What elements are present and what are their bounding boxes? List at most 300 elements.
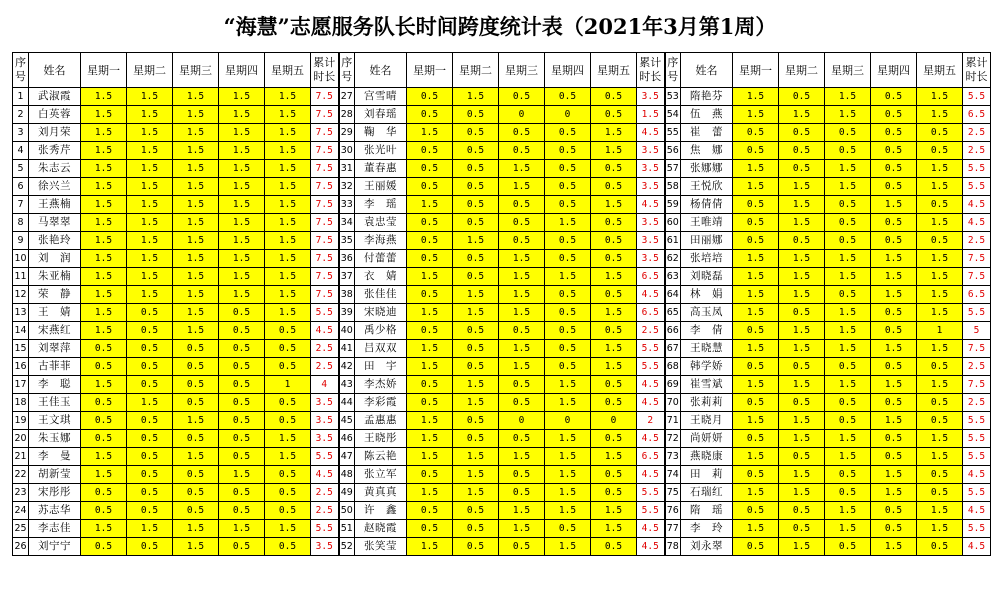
record-day-hours: 1.5 [81,214,127,232]
record-total-hours: 7.5 [963,376,991,394]
record-name: 张艳玲 [29,232,81,250]
record-name: 李志佳 [29,520,81,538]
table-row [13,466,991,484]
record-day-hours: 1.5 [733,448,779,466]
header-index-part: 序 [15,56,26,69]
header-day: 星期四 [871,53,917,88]
record-day-hours: 0 [499,412,545,430]
record-name: 王佳玉 [29,394,81,412]
record-number: 50 [339,502,355,520]
record-day-hours: 1.5 [499,358,545,376]
record-day-hours: 0.5 [265,502,311,520]
record-day-hours: 0.5 [407,214,453,232]
record-day-hours: 1.5 [453,484,499,502]
record-number: 28 [339,106,355,124]
record-total-hours: 4.5 [637,430,665,448]
record-number: 6 [13,178,29,196]
record-name: 王文琪 [29,412,81,430]
record-day-hours: 0.5 [733,502,779,520]
header-index-part: 号 [341,70,353,83]
record-day-hours: 0.5 [871,430,917,448]
table-row [13,448,991,466]
header-name: 姓名 [355,53,407,88]
record-day-hours: 1.5 [825,430,871,448]
record-name: 宋晓迪 [355,304,407,322]
record-day-hours: 1.5 [779,340,825,358]
record-day-hours: 1.5 [265,196,311,214]
header-total-part: 累计 [965,56,988,69]
record-day-hours: 1.5 [779,268,825,286]
record-day-hours: 0.5 [407,286,453,304]
record-day-hours: 1.5 [591,520,637,538]
record-day-hours: 0 [545,106,591,124]
record-total-hours: 5.5 [963,88,991,106]
header-day: 星期五 [917,53,963,88]
record-day-hours: 1.5 [173,286,219,304]
record-number: 15 [13,340,29,358]
record-total-hours: 6.5 [637,268,665,286]
record-day-hours: 1.5 [407,448,453,466]
record-day-hours: 1.5 [917,430,963,448]
record-day-hours: 1.5 [219,232,265,250]
record-name: 马翠翠 [29,214,81,232]
record-day-hours: 0.5 [871,322,917,340]
record-day-hours: 0.5 [499,322,545,340]
table-row [13,484,991,502]
statistics-table [12,52,991,556]
record-day-hours: 1.5 [591,142,637,160]
record-name: 陈云艳 [355,448,407,466]
record-day-hours: 1.5 [871,466,917,484]
record-total-hours: 4.5 [637,520,665,538]
record-day-hours: 1.5 [219,124,265,142]
record-day-hours: 0.5 [407,232,453,250]
record-day-hours: 1.5 [265,106,311,124]
record-day-hours: 1.5 [545,484,591,502]
record-number: 61 [665,232,681,250]
record-total-hours: 7.5 [311,106,339,124]
record-name: 隋 瑶 [681,502,733,520]
record-day-hours: 0.5 [917,232,963,250]
record-day-hours: 0.5 [733,232,779,250]
record-number: 2 [13,106,29,124]
record-day-hours: 1.5 [81,232,127,250]
record-number: 52 [339,538,355,556]
record-day-hours: 1.5 [591,124,637,142]
record-day-hours: 1.5 [779,250,825,268]
record-day-hours: 0.5 [219,502,265,520]
record-total-hours: 2.5 [637,322,665,340]
record-total-hours: 4.5 [637,286,665,304]
record-day-hours: 1.5 [81,286,127,304]
record-day-hours: 1.5 [265,304,311,322]
record-day-hours: 0.5 [591,286,637,304]
record-day-hours: 1.5 [127,124,173,142]
record-day-hours: 0.5 [407,178,453,196]
record-day-hours: 1.5 [779,466,825,484]
record-day-hours: 0.5 [545,142,591,160]
record-day-hours: 1.5 [825,304,871,322]
header-total [311,53,339,88]
record-day-hours: 1.5 [499,178,545,196]
record-day-hours: 0.5 [779,304,825,322]
record-day-hours: 0.5 [453,340,499,358]
record-day-hours: 1.5 [407,538,453,556]
record-total-hours: 5.5 [311,448,339,466]
record-day-hours: 1.5 [591,448,637,466]
record-total-hours: 3.5 [311,430,339,448]
record-day-hours: 1.5 [219,178,265,196]
record-name: 王燕楠 [29,196,81,214]
header-day: 星期三 [173,53,219,88]
record-day-hours: 0.5 [545,340,591,358]
record-day-hours: 1.5 [591,268,637,286]
record-day-hours: 0.5 [81,538,127,556]
record-day-hours: 1.5 [219,160,265,178]
record-day-hours: 0.5 [825,484,871,502]
record-day-hours: 1.5 [545,430,591,448]
record-total-hours: 6.5 [963,286,991,304]
record-day-hours: 0.5 [173,358,219,376]
header-day: 星期一 [733,53,779,88]
record-day-hours: 0.5 [127,448,173,466]
record-total-hours: 4.5 [963,538,991,556]
record-number: 60 [665,214,681,232]
record-day-hours: 1.5 [779,484,825,502]
record-total-hours: 4.5 [637,466,665,484]
record-number: 3 [13,124,29,142]
record-number: 55 [665,124,681,142]
record-total-hours: 6.5 [637,304,665,322]
record-day-hours: 1.5 [733,250,779,268]
record-day-hours: 0.5 [499,88,545,106]
record-day-hours: 0.5 [825,124,871,142]
record-number: 67 [665,340,681,358]
record-day-hours: 1.5 [173,160,219,178]
record-day-hours: 1.5 [127,268,173,286]
record-day-hours: 1.5 [219,250,265,268]
record-day-hours: 1.5 [127,160,173,178]
record-total-hours: 6.5 [637,448,665,466]
record-day-hours: 0.5 [127,376,173,394]
record-day-hours: 1.5 [81,142,127,160]
record-day-hours: 1.5 [733,268,779,286]
record-name: 尚妍妍 [681,430,733,448]
record-number: 58 [665,178,681,196]
record-day-hours: 1.5 [265,232,311,250]
record-name: 朱志云 [29,160,81,178]
record-day-hours: 0.5 [591,232,637,250]
record-name: 韩学娇 [681,358,733,376]
record-day-hours: 0.5 [871,232,917,250]
record-total-hours: 2.5 [311,358,339,376]
record-name: 董春惠 [355,160,407,178]
record-day-hours: 0.5 [871,502,917,520]
record-day-hours: 1.5 [499,304,545,322]
record-total-hours: 3.5 [637,250,665,268]
record-day-hours: 1.5 [81,520,127,538]
record-day-hours: 0.5 [407,160,453,178]
record-day-hours: 1.5 [825,268,871,286]
table-header-row [13,53,991,88]
record-day-hours: 0.5 [499,394,545,412]
record-day-hours: 1.5 [917,520,963,538]
record-total-hours: 1.5 [637,106,665,124]
record-day-hours: 0.5 [173,484,219,502]
record-day-hours: 0.5 [733,394,779,412]
record-name: 王悦欣 [681,178,733,196]
record-name: 白英蓉 [29,106,81,124]
record-number: 7 [13,196,29,214]
record-day-hours: 1.5 [733,376,779,394]
record-day-hours: 0.5 [453,520,499,538]
record-day-hours: 0.5 [173,430,219,448]
record-day-hours: 0.5 [545,232,591,250]
record-day-hours: 1.5 [127,250,173,268]
record-name: 张莉莉 [681,394,733,412]
header-total-part: 累计 [313,56,336,69]
record-day-hours: 1.5 [779,538,825,556]
record-day-hours: 1.5 [733,412,779,430]
record-number: 12 [13,286,29,304]
record-number: 18 [13,394,29,412]
record-day-hours: 1.5 [173,412,219,430]
record-day-hours: 0.5 [265,466,311,484]
record-total-hours: 7.5 [963,250,991,268]
record-day-hours: 0.5 [545,196,591,214]
header-day: 星期五 [591,53,637,88]
record-number: 49 [339,484,355,502]
record-total-hours: 2.5 [963,232,991,250]
record-day-hours: 0.5 [499,196,545,214]
record-day-hours: 0.5 [81,412,127,430]
record-day-hours: 0.5 [499,430,545,448]
table-row [13,250,991,268]
record-day-hours: 1.5 [265,430,311,448]
header-day: 星期三 [825,53,871,88]
record-day-hours: 0.5 [407,376,453,394]
record-day-hours: 0.5 [733,466,779,484]
header-day: 星期五 [265,53,311,88]
record-total-hours: 7.5 [311,286,339,304]
record-total-hours: 4 [311,376,339,394]
record-total-hours: 4.5 [963,466,991,484]
record-number: 34 [339,214,355,232]
record-day-hours: 0.5 [453,160,499,178]
record-day-hours: 1.5 [779,286,825,304]
record-number: 48 [339,466,355,484]
record-day-hours: 0.5 [499,376,545,394]
record-total-hours: 2 [637,412,665,430]
record-day-hours: 1.5 [453,394,499,412]
record-day-hours: 1.5 [173,304,219,322]
record-day-hours: 1.5 [81,448,127,466]
record-number: 63 [665,268,681,286]
record-total-hours: 5.5 [963,178,991,196]
record-day-hours: 1.5 [779,106,825,124]
record-number: 73 [665,448,681,466]
record-day-hours: 1.5 [265,268,311,286]
record-name: 崔 蕾 [681,124,733,142]
record-name: 宋燕红 [29,322,81,340]
record-total-hours: 7.5 [311,214,339,232]
record-day-hours: 0.5 [499,232,545,250]
record-day-hours: 0.5 [127,304,173,322]
record-day-hours: 1.5 [825,340,871,358]
header-day: 星期一 [407,53,453,88]
record-name: 隋艳芬 [681,88,733,106]
record-number: 68 [665,358,681,376]
record-day-hours: 0.5 [407,250,453,268]
record-day-hours: 1.5 [871,412,917,430]
record-day-hours: 0.5 [871,358,917,376]
record-day-hours: 1.5 [127,178,173,196]
record-day-hours: 0.5 [453,196,499,214]
header-day: 星期二 [127,53,173,88]
record-day-hours: 1.5 [871,250,917,268]
record-name: 付蕾蕾 [355,250,407,268]
record-day-hours: 0.5 [407,106,453,124]
record-name: 李海燕 [355,232,407,250]
record-day-hours: 1.5 [917,304,963,322]
record-number: 76 [665,502,681,520]
record-day-hours: 1.5 [173,142,219,160]
record-day-hours: 1.5 [545,538,591,556]
record-day-hours: 1.5 [499,160,545,178]
record-day-hours: 1.5 [407,484,453,502]
record-number: 43 [339,376,355,394]
record-day-hours: 1.5 [917,160,963,178]
table-row [13,214,991,232]
record-total-hours: 4.5 [963,196,991,214]
record-day-hours: 1.5 [127,394,173,412]
record-day-hours: 0.5 [127,322,173,340]
record-name: 朱亚楠 [29,268,81,286]
record-day-hours: 0.5 [917,358,963,376]
record-day-hours: 1.5 [407,412,453,430]
record-name: 张娜娜 [681,160,733,178]
record-day-hours: 0.5 [871,106,917,124]
record-day-hours: 0.5 [499,484,545,502]
record-day-hours: 1.5 [219,214,265,232]
record-day-hours: 0.5 [871,394,917,412]
record-day-hours: 0.5 [871,520,917,538]
record-day-hours: 0.5 [453,106,499,124]
record-day-hours: 1.5 [81,196,127,214]
record-name: 朱玉娜 [29,430,81,448]
record-day-hours: 0.5 [591,466,637,484]
record-day-hours: 1.5 [917,88,963,106]
record-number: 39 [339,304,355,322]
record-number: 5 [13,160,29,178]
record-day-hours: 1.5 [219,106,265,124]
record-name: 李 玲 [681,520,733,538]
table-row [13,358,991,376]
record-name: 王唯靖 [681,214,733,232]
record-name: 崔雪斌 [681,376,733,394]
record-day-hours: 1.5 [917,448,963,466]
record-day-hours: 1.5 [499,340,545,358]
record-day-hours: 0.5 [733,124,779,142]
record-total-hours: 2.5 [311,484,339,502]
table-row [13,142,991,160]
record-number: 65 [665,304,681,322]
record-day-hours: 0 [499,106,545,124]
record-day-hours: 1.5 [545,466,591,484]
record-day-hours: 0.5 [81,430,127,448]
table-row [13,124,991,142]
record-name: 燕晓康 [681,448,733,466]
record-name: 张培培 [681,250,733,268]
record-total-hours: 4.5 [637,124,665,142]
record-number: 66 [665,322,681,340]
record-day-hours: 0.5 [453,538,499,556]
record-day-hours: 1.5 [779,178,825,196]
record-day-hours: 0.5 [219,322,265,340]
table-row [13,538,991,556]
record-total-hours: 2.5 [963,358,991,376]
record-day-hours: 1.5 [81,322,127,340]
record-day-hours: 0.5 [591,214,637,232]
header-total-part: 时长 [313,70,336,83]
record-day-hours: 1.5 [219,88,265,106]
record-name: 胡新莹 [29,466,81,484]
header-day: 星期四 [545,53,591,88]
record-name: 赵晓霞 [355,520,407,538]
table-row [13,196,991,214]
record-day-hours: 1.5 [265,448,311,466]
record-day-hours: 0.5 [591,88,637,106]
record-total-hours: 5.5 [637,502,665,520]
table-row [13,340,991,358]
record-day-hours: 0.5 [265,322,311,340]
header-index-part: 号 [667,70,679,83]
record-total-hours: 3.5 [637,178,665,196]
record-name: 杨倩倩 [681,196,733,214]
table-row [13,268,991,286]
record-number: 54 [665,106,681,124]
record-day-hours: 1.5 [825,250,871,268]
record-day-hours: 0.5 [825,286,871,304]
record-day-hours: 1.5 [499,502,545,520]
record-day-hours: 0.5 [545,304,591,322]
table-row [13,430,991,448]
record-day-hours: 0.5 [779,232,825,250]
record-name: 苏志华 [29,502,81,520]
record-day-hours: 1.5 [81,376,127,394]
record-day-hours: 0.5 [591,376,637,394]
record-day-hours: 1.5 [265,178,311,196]
record-number: 30 [339,142,355,160]
record-total-hours: 3.5 [637,232,665,250]
record-name: 许 鑫 [355,502,407,520]
record-number: 70 [665,394,681,412]
record-day-hours: 1.5 [173,124,219,142]
record-day-hours: 1.5 [917,178,963,196]
record-name: 刘宁宁 [29,538,81,556]
record-day-hours: 0.5 [825,538,871,556]
record-day-hours: 0.5 [779,358,825,376]
record-day-hours: 0.5 [733,322,779,340]
record-total-hours: 3.5 [311,394,339,412]
record-name: 王丽媛 [355,178,407,196]
record-day-hours: 1.5 [127,232,173,250]
record-day-hours: 1.5 [733,304,779,322]
table-row [13,286,991,304]
record-day-hours: 0.5 [591,160,637,178]
record-number: 14 [13,322,29,340]
record-day-hours: 0.5 [871,142,917,160]
